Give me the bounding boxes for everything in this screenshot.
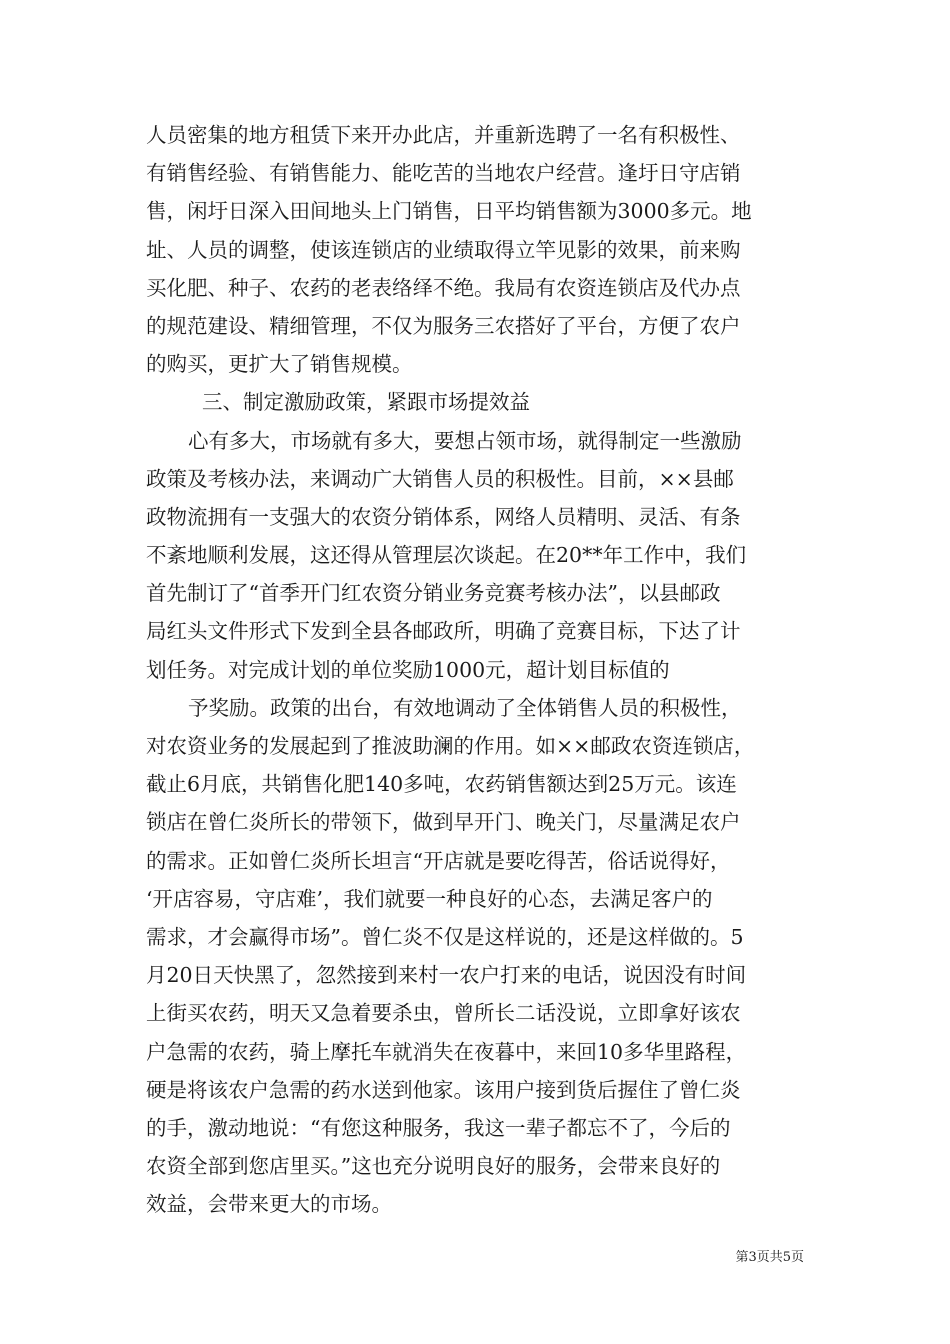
text-line: 买化肥、种子、农药的老表络绎不绝。我局有农资连锁店及代办点 [146, 275, 741, 300]
text-line: 予奖励。政策的出台，有效地调动了全体销售人员的积极性， [188, 695, 742, 720]
text-line: 心有多大，市场就有多大，要想占领市场，就得制定一些激励 [188, 428, 742, 453]
text-line: 的手，激动地说：“有您这种服务，我这一辈子都忘不了，今后的 [146, 1115, 731, 1140]
text-line: 有销售经验、有销售能力、能吃苦的当地农户经营。逢圩日守店销 [146, 161, 741, 186]
text-line: 上街买农药，明天又急着要杀虫，曾所长二话没说，立即拿好该农 [146, 1001, 741, 1026]
text-line: 首先制订了“首季开门红农资分销业务竞赛考核办法”，以县邮政 [146, 581, 721, 606]
document-body [146, 116, 826, 1223]
text-line: 局红头文件形式下发到全县各邮政所，明确了竞赛目标，下达了计 [146, 619, 741, 644]
text-line: 需求，才会赢得市场”。曾仁炎不仅是这样说的，还是这样做的。5 [146, 924, 744, 949]
text-line: 址、人员的调整，使该连锁店的业绩取得立竿见影的效果，前来购 [146, 237, 741, 262]
text-line: 政物流拥有一支强大的农资分销体系，网络人员精明、灵活、有条 [146, 504, 741, 529]
text-line: 人员密集的地方租赁下来开办此店，并重新选聘了一名有积极性、 [146, 123, 741, 147]
text-line: 的购买，更扩大了销售规模。 [146, 352, 413, 377]
section-heading: 三、制定激励政策，紧跟市场提效益 [202, 390, 530, 415]
text-line: 售，闲圩日深入田间地头上门销售，日平均销售额为3000多元。地 [146, 199, 752, 224]
text-line: 政策及考核办法，来调动广大销售人员的积极性。目前，××县邮 [146, 466, 734, 491]
text-line: 月20日天快黑了，忽然接到来村一农户打来的电话，说因没有时间 [146, 963, 747, 988]
text-line: 农资全部到您店里买。”这也充分说明良好的服务，会带来良好的 [146, 1154, 721, 1179]
text-line: ‘开店容易，守店难’，我们就要一种良好的心态，去满足客户的 [146, 886, 713, 911]
text-line: 对农资业务的发展起到了推波助澜的作用。如××邮政农资连锁店， [146, 734, 755, 758]
text-line: 不紊地顺利发展，这还得从管理层次谈起。在20**年工作中，我们 [146, 543, 747, 568]
page-number-footer: 第3页共5页 [735, 1250, 804, 1265]
text-line: 锁店在曾仁炎所长的带领下，做到早开门、晚关门，尽量满足农户 [146, 810, 741, 835]
text-line: 硬是将该农户急需的药水送到他家。该用户接到货后握住了曾仁炎 [146, 1077, 741, 1102]
text-line: 的需求。正如曾仁炎所长坦言“开店就是要吃得苦，俗话说得好， [146, 848, 731, 873]
text-line: 户急需的农药，骑上摩托车就消失在夜暮中，来回10多华里路程， [146, 1039, 747, 1064]
text-line: 的规范建设、精细管理，不仅为服务三农搭好了平台，方便了农户 [146, 313, 741, 338]
text-line: 截止6月底，共销售化肥140多吨，农药销售额达到25万元。该连 [146, 772, 737, 797]
text-line: 划任务。对完成计划的单位奖励1000元，超计划目标值的 [146, 657, 670, 682]
text-line: 效益，会带来更大的市场。 [146, 1192, 392, 1217]
